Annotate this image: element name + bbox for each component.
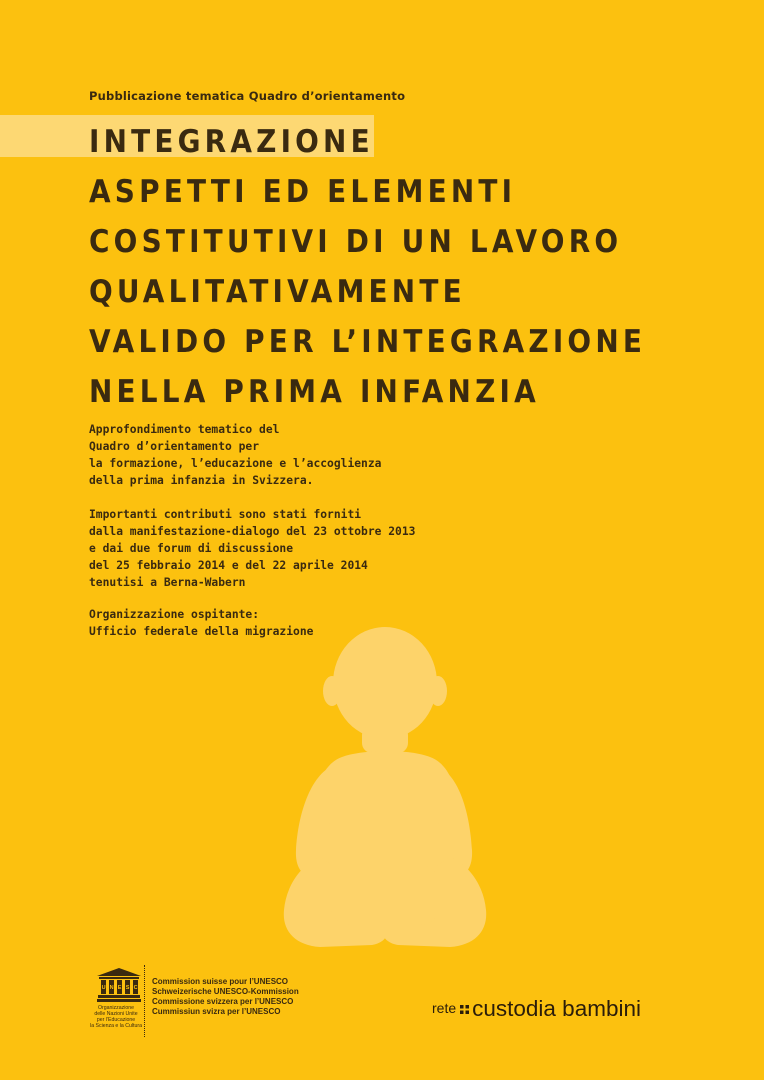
commission-line: Commission suisse pour l’UNESCO: [152, 977, 289, 986]
dotted-divider: [144, 965, 145, 1037]
rete-prefix: rete: [432, 1000, 457, 1016]
commission-line: Commissione svizzera per l’UNESCO: [152, 997, 294, 1006]
contributions-line: e dai due forum di discussione: [89, 542, 294, 555]
unesco-caption-line: per l’Educazione: [96, 1017, 136, 1023]
host-line: Organizzazione ospitante:: [89, 608, 260, 621]
intro-line: la formazione, l’educazione e l’accoglienza: [89, 457, 382, 470]
title-line: NELLA PRIMA INFANZIA: [89, 374, 540, 410]
four-dots-icon: [460, 1005, 469, 1014]
intro-line: della prima infanzia in Svizzera.: [89, 474, 314, 487]
unesco-caption-line: delle Nazioni Unite: [94, 1011, 138, 1017]
unesco-caption-line: Organizzazione: [97, 1005, 135, 1011]
contributions-line: tenutisi a Berna-Wabern: [89, 576, 246, 589]
title-line: QUALITATIVAMENTE: [89, 274, 466, 310]
unesco-commission-names: [152, 977, 299, 1017]
svg-text:U: U: [101, 985, 106, 991]
title-line: VALIDO PER L’INTEGRAZIONE: [89, 324, 647, 360]
commission-line: Schweizerische UNESCO-Kommission: [152, 987, 299, 996]
svg-text:E: E: [117, 985, 122, 991]
rete-custodia-bambini-logo: [432, 996, 641, 1022]
unesco-caption: [84, 1005, 148, 1029]
publication-kicker: Pubblicazione tematica Quadro d’orientamento: [89, 89, 406, 103]
host-line: Ufficio federale della migrazione: [89, 625, 314, 638]
contributions-line: Importanti contributi sono stati forniti: [89, 508, 362, 521]
title-line: ASPETTI ED ELEMENTI: [89, 174, 517, 210]
intro-line: Quadro d’orientamento per: [89, 440, 260, 453]
contributions-line: del 25 febbraio 2014 e del 22 aprile 2014: [89, 559, 368, 572]
rete-name: custodia bambini: [472, 996, 641, 1021]
contributions-line: dalla manifestazione-dialogo del 23 ottobre 2013: [89, 525, 416, 538]
unesco-temple-logo-icon: [97, 968, 141, 1002]
svg-text:S: S: [125, 985, 130, 991]
intro-line: Approfondimento tematico del: [89, 423, 280, 436]
svg-text:C: C: [133, 985, 138, 991]
title-line: COSTITUTIVI DI UN LAVORO: [89, 224, 623, 260]
unesco-caption-line: la Scienza e la Cultura: [90, 1023, 142, 1029]
commission-line: Cummissiun svizra per l’UNESCO: [152, 1007, 281, 1016]
intro-paragraph: [89, 421, 381, 489]
baby-silhouette-icon: [280, 625, 500, 955]
title-line: INTEGRAZIONE: [89, 124, 374, 160]
contributions-paragraph: [89, 506, 415, 591]
svg-text:N: N: [109, 985, 114, 991]
document-title: [89, 117, 646, 417]
